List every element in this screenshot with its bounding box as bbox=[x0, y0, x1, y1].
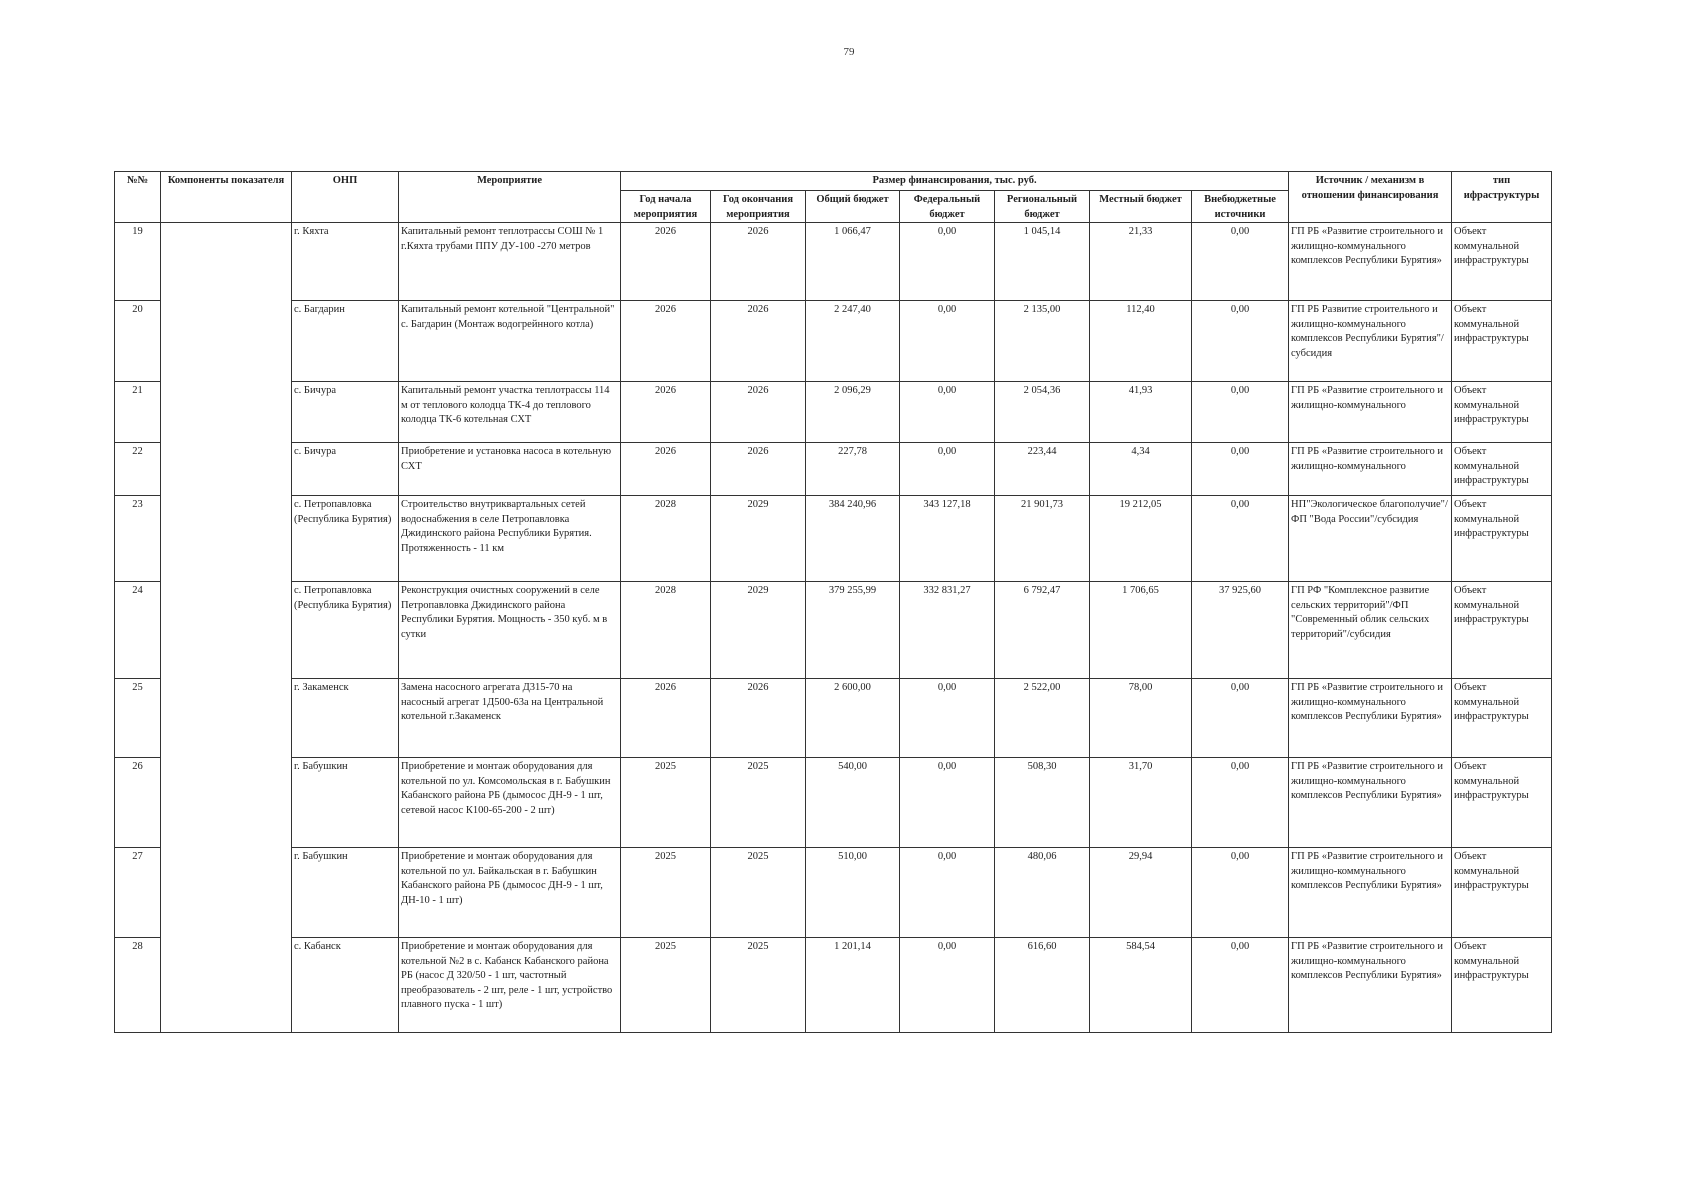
row-num: 27 bbox=[115, 848, 161, 938]
row-local: 78,00 bbox=[1090, 679, 1192, 758]
row-infra: Объект коммунальной инфраструктуры bbox=[1452, 301, 1552, 382]
table-row bbox=[115, 758, 1552, 848]
row-event: Реконструкция очистных сооружений в селе Петропавловка Джидинского района Республики Бурятия. Мощность - 350 куб. м в сутки bbox=[399, 582, 621, 679]
row-start-year: 2026 bbox=[621, 679, 711, 758]
row-federal: 0,00 bbox=[900, 223, 995, 301]
row-local: 41,93 bbox=[1090, 382, 1192, 443]
row-end-year: 2029 bbox=[711, 496, 806, 582]
header-funding: Размер финансирования, тыс. руб. bbox=[621, 172, 1289, 191]
row-onp: с. Петропавловка (Республика Бурятия) bbox=[292, 496, 399, 582]
row-event: Приобретение и монтаж оборудования для котельной по ул. Байкальская в г. Бабушкин Кабанского района РБ (дымосос ДН-9 - 1 шт, ДН-10 - 1 шт) bbox=[399, 848, 621, 938]
row-infra: Объект коммунальной инфраструктуры bbox=[1452, 496, 1552, 582]
row-event: Приобретение и монтаж оборудования для котельной по ул. Комсомольская в г. Бабушкин Кабанского района РБ (дымосос ДН-9 - 1 шт, сетевой насос К100-65-200 - 2 шт) bbox=[399, 758, 621, 848]
row-start-year: 2025 bbox=[621, 848, 711, 938]
table-row bbox=[115, 443, 1552, 496]
header-source: Источник / механизм в отношении финансирования bbox=[1289, 172, 1452, 223]
row-local: 19 212,05 bbox=[1090, 496, 1192, 582]
table-row bbox=[115, 223, 1552, 301]
row-total: 1 201,14 bbox=[806, 938, 900, 1033]
row-regional: 1 045,14 bbox=[995, 223, 1090, 301]
row-local: 4,34 bbox=[1090, 443, 1192, 496]
row-federal: 0,00 bbox=[900, 382, 995, 443]
header-component: Компоненты показателя bbox=[161, 172, 292, 223]
funding-table bbox=[114, 171, 1552, 1033]
row-infra: Объект коммунальной инфраструктуры bbox=[1452, 443, 1552, 496]
row-extra: 0,00 bbox=[1192, 758, 1289, 848]
row-source: ГП РБ «Развитие строительного и жилищно-коммунального комплексов Республики Бурятия» bbox=[1289, 679, 1452, 758]
row-num: 26 bbox=[115, 758, 161, 848]
row-event: Капитальный ремонт участка теплотрассы 114 м от теплового колодца ТК-4 до теплового колодца ТК-6 котельная СХТ bbox=[399, 382, 621, 443]
row-num: 23 bbox=[115, 496, 161, 582]
row-federal: 0,00 bbox=[900, 443, 995, 496]
header-infra: тип ифраструктуры bbox=[1452, 172, 1552, 223]
row-regional: 223,44 bbox=[995, 443, 1090, 496]
row-start-year: 2026 bbox=[621, 382, 711, 443]
row-extra: 0,00 bbox=[1192, 938, 1289, 1033]
row-start-year: 2028 bbox=[621, 582, 711, 679]
row-end-year: 2026 bbox=[711, 382, 806, 443]
row-federal: 0,00 bbox=[900, 938, 995, 1033]
table-row bbox=[115, 301, 1552, 382]
row-federal: 0,00 bbox=[900, 301, 995, 382]
row-event: Капитальный ремонт теплотрассы СОШ № 1 г.Кяхта трубами ППУ ДУ-100 -270 метров bbox=[399, 223, 621, 301]
row-source: НП"Экологическое благополучие"/ ФП "Вода России"/субсидия bbox=[1289, 496, 1452, 582]
row-onp: с. Бичура bbox=[292, 443, 399, 496]
row-local: 29,94 bbox=[1090, 848, 1192, 938]
row-infra: Объект коммунальной инфраструктуры bbox=[1452, 582, 1552, 679]
row-local: 584,54 bbox=[1090, 938, 1192, 1033]
row-regional: 6 792,47 bbox=[995, 582, 1090, 679]
header-num: №№ bbox=[115, 172, 161, 223]
row-regional: 2 135,00 bbox=[995, 301, 1090, 382]
row-source: ГП РБ «Развитие строительного и жилищно-коммунального комплексов Республики Бурятия» bbox=[1289, 848, 1452, 938]
row-end-year: 2025 bbox=[711, 938, 806, 1033]
row-source: ГП РБ «Развитие строительного и жилищно-коммунального комплексов Республики Бурятия» bbox=[1289, 938, 1452, 1033]
row-regional: 21 901,73 bbox=[995, 496, 1090, 582]
row-source: ГП РБ «Развитие строительного и жилищно-коммунального bbox=[1289, 382, 1452, 443]
row-federal: 0,00 bbox=[900, 848, 995, 938]
row-infra: Объект коммунальной инфраструктуры bbox=[1452, 758, 1552, 848]
row-onp: г. Бабушкин bbox=[292, 758, 399, 848]
row-source: ГП РБ «Развитие строительного и жилищно-коммунального bbox=[1289, 443, 1452, 496]
row-infra: Объект коммунальной инфраструктуры bbox=[1452, 382, 1552, 443]
row-onp: с. Багдарин bbox=[292, 301, 399, 382]
row-source: ГП РФ "Комплексное развитие сельских территорий"/ФП "Современный облик сельских территорий"/субсидия bbox=[1289, 582, 1452, 679]
row-infra: Объект коммунальной инфраструктуры bbox=[1452, 679, 1552, 758]
header-local: Местный бюджет bbox=[1090, 191, 1192, 223]
row-onp: с. Кабанск bbox=[292, 938, 399, 1033]
row-num: 24 bbox=[115, 582, 161, 679]
row-infra: Объект коммунальной инфраструктуры bbox=[1452, 223, 1552, 301]
row-federal: 343 127,18 bbox=[900, 496, 995, 582]
row-federal: 0,00 bbox=[900, 758, 995, 848]
row-end-year: 2026 bbox=[711, 443, 806, 496]
row-federal: 0,00 bbox=[900, 679, 995, 758]
row-local: 21,33 bbox=[1090, 223, 1192, 301]
row-start-year: 2026 bbox=[621, 223, 711, 301]
row-total: 2 600,00 bbox=[806, 679, 900, 758]
table-row bbox=[115, 582, 1552, 679]
table-row bbox=[115, 938, 1552, 1033]
row-onp: г. Кяхта bbox=[292, 223, 399, 301]
row-num: 19 bbox=[115, 223, 161, 301]
row-num: 22 bbox=[115, 443, 161, 496]
header-event: Мероприятие bbox=[399, 172, 621, 223]
row-total: 379 255,99 bbox=[806, 582, 900, 679]
row-local: 31,70 bbox=[1090, 758, 1192, 848]
row-num: 25 bbox=[115, 679, 161, 758]
row-start-year: 2025 bbox=[621, 758, 711, 848]
header-onp: ОНП bbox=[292, 172, 399, 223]
row-source: ГП РБ «Развитие строительного и жилищно-коммунального комплексов Республики Бурятия» bbox=[1289, 758, 1452, 848]
row-extra: 0,00 bbox=[1192, 848, 1289, 938]
row-extra: 0,00 bbox=[1192, 382, 1289, 443]
row-source: ГП РБ «Развитие строительного и жилищно-коммунального комплексов Республики Бурятия» bbox=[1289, 223, 1452, 301]
row-event: Капитальный ремонт котельной "Центральной" с. Багдарин (Монтаж водогрейнного котла) bbox=[399, 301, 621, 382]
row-regional: 480,06 bbox=[995, 848, 1090, 938]
header-regional: Региональный бюджет bbox=[995, 191, 1090, 223]
row-num: 21 bbox=[115, 382, 161, 443]
table-row bbox=[115, 679, 1552, 758]
row-extra: 0,00 bbox=[1192, 679, 1289, 758]
row-end-year: 2026 bbox=[711, 223, 806, 301]
row-event: Приобретение и монтаж оборудования для котельной №2 в с. Кабанск Кабанского района РБ (насос Д 320/50 - 1 шт, частотный преобразователь - 2 шт, реле - 1 шт, устройство плавного пуска - 1 шт) bbox=[399, 938, 621, 1033]
row-extra: 0,00 bbox=[1192, 223, 1289, 301]
row-extra: 37 925,60 bbox=[1192, 582, 1289, 679]
row-onp: с. Бичура bbox=[292, 382, 399, 443]
row-end-year: 2026 bbox=[711, 301, 806, 382]
row-federal: 332 831,27 bbox=[900, 582, 995, 679]
header-extra: Внебюджетные источники bbox=[1192, 191, 1289, 223]
row-end-year: 2025 bbox=[711, 758, 806, 848]
row-infra: Объект коммунальной инфраструктуры bbox=[1452, 938, 1552, 1033]
row-event: Строительство внутриквартальных сетей водоснабжения в селе Петропавловка Джидинского района Республики Бурятия. Протяженность - 11 км bbox=[399, 496, 621, 582]
row-extra: 0,00 bbox=[1192, 443, 1289, 496]
row-start-year: 2026 bbox=[621, 301, 711, 382]
row-start-year: 2028 bbox=[621, 496, 711, 582]
row-total: 2 247,40 bbox=[806, 301, 900, 382]
page-number: 79 bbox=[843, 46, 855, 58]
row-end-year: 2025 bbox=[711, 848, 806, 938]
header-start-year: Год начала мероприятия bbox=[621, 191, 711, 223]
row-total: 384 240,96 bbox=[806, 496, 900, 582]
table-row bbox=[115, 848, 1552, 938]
row-end-year: 2029 bbox=[711, 582, 806, 679]
row-onp: г. Бабушкин bbox=[292, 848, 399, 938]
row-regional: 2 054,36 bbox=[995, 382, 1090, 443]
row-total: 540,00 bbox=[806, 758, 900, 848]
row-start-year: 2026 bbox=[621, 443, 711, 496]
row-regional: 2 522,00 bbox=[995, 679, 1090, 758]
row-extra: 0,00 bbox=[1192, 301, 1289, 382]
row-local: 1 706,65 bbox=[1090, 582, 1192, 679]
row-regional: 508,30 bbox=[995, 758, 1090, 848]
header-total: Общий бюджет bbox=[806, 191, 900, 223]
row-onp: г. Закаменск bbox=[292, 679, 399, 758]
header-end-year: Год окончания мероприятия bbox=[711, 191, 806, 223]
row-num: 28 bbox=[115, 938, 161, 1033]
table-row bbox=[115, 382, 1552, 443]
row-onp: с. Петропавловка (Республика Бурятия) bbox=[292, 582, 399, 679]
row-local: 112,40 bbox=[1090, 301, 1192, 382]
row-total: 1 066,47 bbox=[806, 223, 900, 301]
row-start-year: 2025 bbox=[621, 938, 711, 1033]
table-body bbox=[115, 223, 1552, 1033]
row-event: Приобретение и установка насоса в котельную СХТ bbox=[399, 443, 621, 496]
row-extra: 0,00 bbox=[1192, 496, 1289, 582]
header-federal: Федеральный бюджет bbox=[900, 191, 995, 223]
row-end-year: 2026 bbox=[711, 679, 806, 758]
row-infra: Объект коммунальной инфраструктуры bbox=[1452, 848, 1552, 938]
row-source: ГП РБ Развитие строительного и жилищно-коммунального комплексов Республики Бурятия"/субсидия bbox=[1289, 301, 1452, 382]
row-component bbox=[161, 223, 292, 1033]
row-total: 510,00 bbox=[806, 848, 900, 938]
row-total: 2 096,29 bbox=[806, 382, 900, 443]
table-row bbox=[115, 496, 1552, 582]
row-regional: 616,60 bbox=[995, 938, 1090, 1033]
row-total: 227,78 bbox=[806, 443, 900, 496]
row-event: Замена насосного агрегата Д315-70 на насосный агрегат 1Д500-63а на Центральной котельной г.Закаменск bbox=[399, 679, 621, 758]
row-num: 20 bbox=[115, 301, 161, 382]
